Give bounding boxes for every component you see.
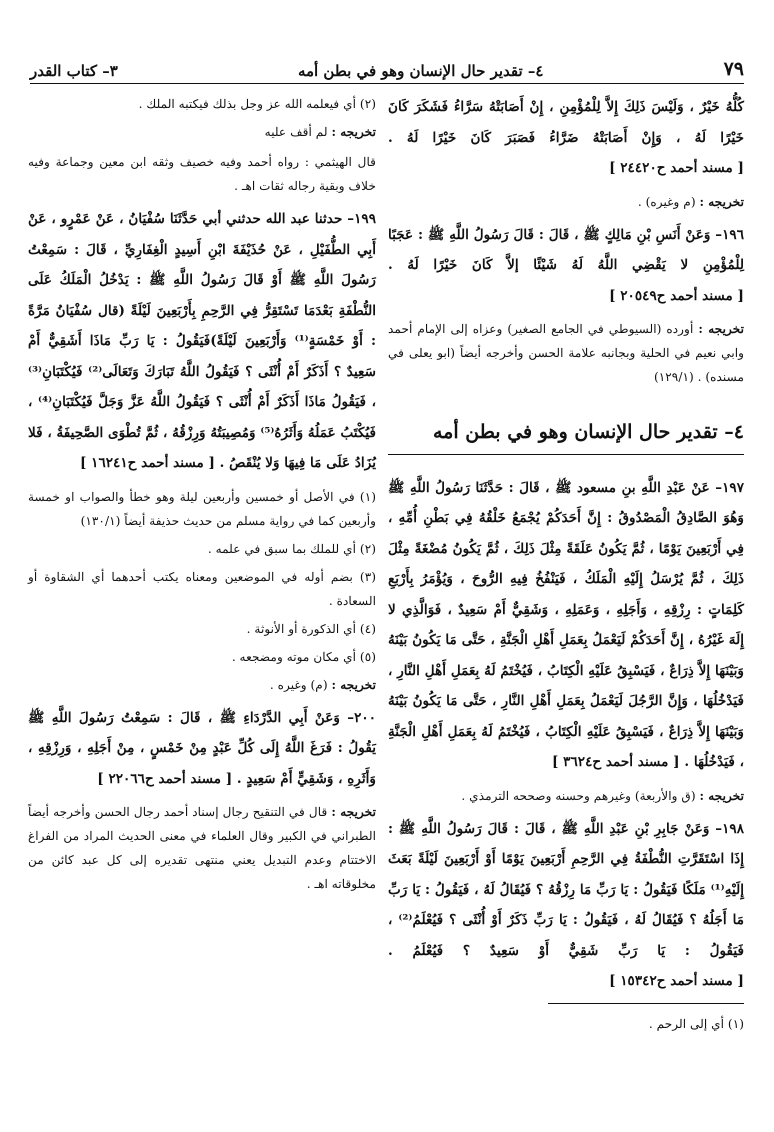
takhrij: تخريجه : (ق والأربعة) وغيرهم وحسنه وصححه الترمذي . [461,788,744,803]
footnotes [28,485,376,669]
book-title: ٣– كتاب القدر [30,62,118,80]
hadith-source: [ مسند أحمد ح١٦٢٤١ ] [79,455,215,471]
hadith-source: [ مسند أحمد ح٣٦٢٤ ] [552,754,680,770]
haythami-note: قال الهيثمي : رواه أحمد وفيه خصيف وثقه ابن معين وجماعة وفيه خلاف وبقية رجاله ثقات اهـ . [28,155,376,193]
footnote: (٣) بضم أوله في الموضعين ومعناه يكتب أحدهما أي الشقاوة أو السعادة . [28,569,376,608]
hadith-197: ١٩٧– عَنْ عَبْدِ اللَّهِ بنِ مسعود ﷺ ، قَالَ : حَدَّثَنَا رَسُولُ اللَّهِ ﷺ وَهُوَ الصَّادِقُ الْمَصْدُوقُ : إِنَّ أَحَدَكُمْ يُجْمَعُ خَلْقُهُ فِي بَطْنِ أُمِّهِ ، فِي أَرْبَعِينَ يَوْمًا ، ثُمَّ يَكُونُ عَلَقَةً مِثْلَ ذَلِكَ ، ثُمَّ يَكُونُ مُضْغَةً مِثْلَ ذَلِكَ ، ثُمَّ يُرْسَلُ إِلَيْهِ الْمَلَكُ ، فَيَنْفُخُ فِيهِ الرُّوحَ ، وَيُؤْمَرُ بِأَرْبَعِ كَلِمَاتٍ : رِزْقِهِ ، وَأَجَلِهِ ، وَعَمَلِهِ ، وَشَقِيٌّ أَمْ سَعِيدٌ ، فَوَالَّذِي لا إِلَهَ غَيْرُهُ ، إِنَّ أَحَدَكُمْ لَيَعْمَلُ بِعَمَلِ أَهْلِ الْجَنَّةِ ، حَتَّى مَا يَكُونُ بَيْنَهُ وَبَيْنَهَا إِلاَّ ذِرَاعٌ ، فَيَسْبِقُ عَلَيْهِ الْكِتَابُ ، فَيُخْتَمُ لَهُ بِعَمَلِ أَهْلِ النَّارِ ، فَيَدْخُلُهَا ، وَإِنَّ الرَّجُلَ لَيَعْمَلُ بِعَمَلِ أَهْلِ النَّارِ ، حَتَّى مَا يَكُونُ بَيْنَهُ وَبَيْنَهَا إِلاَّ ذِرَاعٌ ، فَيَسْبِقُ عَلَيْهِ الْكِتَابُ ، فَيُخْتَمُ لَهُ بِعَمَلِ أَهْلِ الْجَنَّةِ ، فَيَدْخُلُهَا . [ مسند أحمد ح٣٦٢٤ ] [388,479,744,770]
footnote-separator [548,1003,744,1004]
chapter-title: ٤– تقدير حال الإنسان وهو في بطن أمه [297,62,544,80]
hadith-200: ٢٠٠– وَعَنْ أَبِي الدَّرْدَاءِ ﷺ ، قَالَ : سَمِعْتُ رَسُولَ اللَّهِ ﷺ يَقُولُ : فَرَغَ اللَّهُ إِلَى كُلِّ عَبْدٍ مِنْ خَمْسٍ ، مِنْ أَجَلِهِ ، وَرِزْقِهِ ، وَأَثَرِهِ ، وَشَقِيٍّ أَمْ سَعِيدٍ . [ مسند أحمد ح٢٢٠٦٦ ] [28,709,376,787]
footnote: (١) في الأصل أو خمسين وأربعين ليلة وهو خطأ والصواب او خمسة وأربعين كما في رواية مسلم من حديث حذيفة أيضاً (١٣٠/١) [28,489,376,528]
footnotes [28,92,376,116]
takhrij: تخريجه : قال في التنقيح رجال إسناد أحمد رجال الحسن وأخرجه أيضاً الطبراني في الكبير وقال العلماء في معنى الحديث المراد من الفراغ الاختتام وعدم التبديل يعني منتهى تقديره إلى كل عبد كائن من مخلوقاته اهـ . [28,805,376,891]
right-column [388,92,744,1040]
footnote: (١) أي إلى الرحم . [648,1016,744,1031]
hadith-199: ١٩٩– حدثنا عبد الله حدثني أبي حَدَّثَنَا سُفْيَانُ ، عَنْ عَمْرٍو ، عَنْ أَبِي الطُّفَيْلِ ، عَنْ حُذَيْفَةَ ابْنِ أَسِيدٍ الْغِفَارِيِّ ، قَالَ : سَمِعْتُ رَسُولَ اللَّهِ ﷺ أَوْ قَالَ رَسُولُ اللَّهِ ﷺ : يَدْخُلُ الْمَلَكُ عَلَى النُّطْفَةِ بَعْدَمَا تَسْتَقِرُّ فِي الرَّحِمِ بِأَرْبَعِينَ لَيْلَةً (قال سُفْيَانُ مَرَّةً : أَوْ خَمْسَةٍ⁽¹⁾ وَأَرْبَعِينَ لَيْلَةً)فَيَقُولُ : يَا رَبِّ مَاذَا أَشَقِيٌّ أَمْ سَعِيدٌ ؟ أَذَكَرٌ أَمْ أُنْثَى ؟ فَيَقُولُ اللَّهُ تَبَارَكَ وَتَعَالَى⁽²⁾ فَيُكْتَبَانِ⁽³⁾ ، فَيَقُولُ مَاذَا أَذَكَرٌ أَمْ أُنْثَى ؟ فَيَقُولُ اللَّهُ عَزَّ وَجَلَّ فَيُكْتَبَانِ⁽⁴⁾ ، فَيُكْتَبُ عَمَلُهُ وَأَثَرُهُ⁽⁵⁾ وَمُصِيبَتُهُ وَرِزْقُهُ ، ثُمَّ تُطْوَى الصَّحِيفَةُ ، فَلا يُزَادُ عَلَى مَا فِيهَا وَلا يُنْقَصُ . [ مسند أحمد ح١٦٢٤١ ] [28,211,377,471]
takhrij: تخريجه : (م وغيره) . [637,194,744,209]
footnote: (٢) أي للملك بما سبق في علمه . [207,541,376,556]
hadith-196: ١٩٦– وَعَنْ أَنَسِ بْنِ مَالِكٍ ﷺ ، قَالَ : قَالَ رَسُولُ اللَّهِ ﷺ : عَجَبًا لِلْمُؤْمِنِ لا يَقْضِي اللَّهُ لَهُ شَيْئًا إلاَّ كَانَ خَيْرًا لَهُ . [ مسند أحمد ح٢٠٥٤٩ ] [388,226,744,304]
left-column [28,92,376,902]
hadith-198: ١٩٨– وَعَنْ جَابِرِ بْنِ عَبْدِ اللَّهِ ﷺ ، قَالَ : قَالَ رَسُولُ اللَّهِ ﷺ : إِذَا اسْتَقَرَّتِ النُّطْفَةُ فِي الرَّحِمِ أَرْبَعِينَ يَوْمًا أَوْ أَرْبَعِينَ لَيْلَةً بَعَثَ إِلَيْهِ⁽¹⁾ مَلَكًا فَيَقُولُ : يَا رَبِّ مَا رِزْقُهُ ؟ فَيُقَالُ لَهُ ، فَيَقُولُ : يَا رَبِّ مَا أَجَلُهُ ؟ فَيُقَالُ لَهُ ، فَيَقُولُ : يَا رَبِّ ذَكَرٌ أَوْ أُنْثَى ؟ فَيُعْلَمُ⁽²⁾ ، فَيَقُولُ : يَا رَبِّ شَقِيٌّ أَوْ سَعِيدٌ ؟ فَيُعْلَمُ . [ مسند أحمد ح١٥٣٤٢ ] [388,820,745,989]
takhrij: تخريجه : لم أقف عليه [264,125,376,139]
footnote: (٥) أي مكان موته ومضجعه . [231,649,376,664]
section-title: ٤– تقدير حال الإنسان وهو في بطن أمه [388,417,744,455]
hadith-source: [ مسند أحمد ح٢٢٠٦٦ ] [97,770,233,787]
hadith-continuation: كُلُّهُ خَيْرٌ ، وَلَيْسَ ذَلِكَ إِلاَّ لِلْمُؤْمِنِ ، إِنْ أَصَابَتْهُ سَرَّاءُ فَشَكَرَ كَانَ خَيْرًا لَهُ ، وَإِنْ أَصَابَتْهُ ضَرَّاءُ فَصَبَرَ كَانَ خَيْرًا لَهُ . [ مسند أحمد ح٢٤٤٢٠ ] [388,99,744,176]
footnotes [388,1012,744,1036]
running-header [30,56,744,84]
takhrij: تخريجه : (م) وغيره . [269,677,376,692]
hadith-source: [ مسند أحمد ح٢٠٥٤٩ ] [609,287,744,304]
footnote: (٤) أي الذكورة أو الأنوثة . [246,621,376,636]
footnote: (٢) أي فيعلمه الله عز وجل بذلك فيكتبه الملك . [138,97,376,111]
hadith-source: [ مسند أحمد ح٢٤٤٢٠ ] [609,160,744,176]
takhrij: تخريجه : أورده (السيوطي في الجامع الصغير) وعزاه إلى الإمام أحمد وابي نعيم في الحلية وبجانبه علامة الحسن وأخرجه أيضاً (ابو يعلى في مسنده) . (١٢٩/١) [388,322,744,384]
page-number: ٧٩ [723,58,744,80]
hadith-source: [ مسند أحمد ح١٥٣٤٢ ] [609,973,744,989]
